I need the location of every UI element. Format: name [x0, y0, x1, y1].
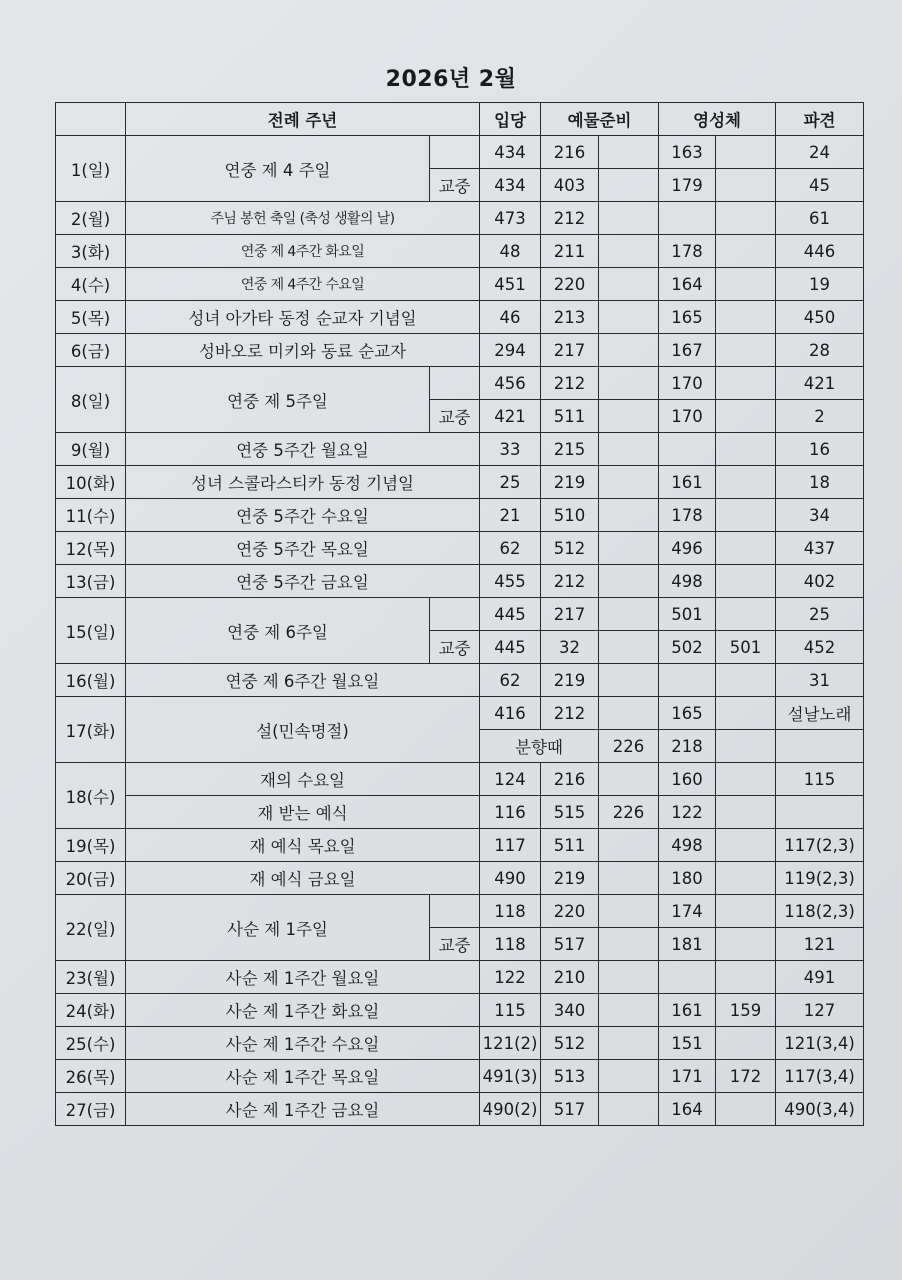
- offertory-cell-2: [599, 235, 659, 268]
- offertory-cell: 212: [541, 565, 599, 598]
- communion-cell: 502: [659, 631, 716, 664]
- header-date: [56, 103, 126, 136]
- communion-cell-2: 159: [716, 994, 776, 1027]
- dismissal-cell: 34: [776, 499, 864, 532]
- communion-cell-2: [716, 565, 776, 598]
- date-cell: 6(금): [56, 334, 126, 367]
- table-row: [56, 499, 864, 532]
- offertory-cell-2: [599, 994, 659, 1027]
- communion-cell-2: [716, 697, 776, 730]
- date-cell: 10(화): [56, 466, 126, 499]
- offertory-cell: 510: [541, 499, 599, 532]
- tag-cell: 교중: [430, 169, 480, 202]
- entrance-cell: 48: [480, 235, 541, 268]
- offertory-cell: 212: [541, 697, 599, 730]
- feast-cell: 사순 제 1주일: [126, 895, 430, 961]
- table-row: [56, 763, 864, 796]
- dismissal-cell: 491: [776, 961, 864, 994]
- communion-cell: 165: [659, 301, 716, 334]
- feast-cell: 연중 5주간 금요일: [126, 565, 480, 598]
- offertory-cell: 220: [541, 895, 599, 928]
- dismissal-cell: 117(3,4): [776, 1060, 864, 1093]
- entrance-cell: 490: [480, 862, 541, 895]
- offertory-cell: 220: [541, 268, 599, 301]
- feast-cell: 성녀 스콜라스티카 동정 기념일: [126, 466, 480, 499]
- table-row: [56, 136, 864, 169]
- table-row: [56, 466, 864, 499]
- offertory-cell-2: [599, 565, 659, 598]
- communion-cell-2: [716, 862, 776, 895]
- communion-cell-2: [716, 169, 776, 202]
- communion-cell-2: [716, 136, 776, 169]
- offertory-cell-2: [599, 598, 659, 631]
- tag-cell: [430, 136, 480, 169]
- entrance-cell: 455: [480, 565, 541, 598]
- offertory-cell: 513: [541, 1060, 599, 1093]
- date-cell: 16(월): [56, 664, 126, 697]
- entrance-cell: 118: [480, 895, 541, 928]
- date-cell: 26(목): [56, 1060, 126, 1093]
- table-row: [56, 433, 864, 466]
- dismissal-cell: [776, 796, 864, 829]
- dismissal-cell: 121(3,4): [776, 1027, 864, 1060]
- entrance-cell: 416: [480, 697, 541, 730]
- feast-cell: 재 받는 예식: [126, 796, 480, 829]
- tag-cell: 교중: [430, 631, 480, 664]
- offertory-cell-2: [599, 466, 659, 499]
- communion-cell: [659, 664, 716, 697]
- communion-cell: 180: [659, 862, 716, 895]
- feast-cell: 연중 제 6주간 월요일: [126, 664, 480, 697]
- entrance-cell: 117: [480, 829, 541, 862]
- date-cell: 1(일): [56, 136, 126, 202]
- feast-cell: 연중 5주간 목요일: [126, 532, 480, 565]
- table-row: [56, 994, 864, 1027]
- entrance-cell: 116: [480, 796, 541, 829]
- feast-cell: 연중 제 5주일: [126, 367, 430, 433]
- header-communion: 영성체: [659, 103, 776, 136]
- offertory-cell: 216: [541, 763, 599, 796]
- feast-cell: 주님 봉헌 축일 (축성 생활의 날): [126, 202, 480, 235]
- communion-cell: 178: [659, 499, 716, 532]
- offertory-cell-2: [599, 895, 659, 928]
- communion-cell-2: [716, 268, 776, 301]
- feast-cell: 사순 제 1주간 화요일: [126, 994, 480, 1027]
- communion-cell-2: [716, 895, 776, 928]
- dismissal-cell: 115: [776, 763, 864, 796]
- table-row: [56, 598, 864, 631]
- dismissal-cell: 118(2,3): [776, 895, 864, 928]
- communion-cell: 170: [659, 400, 716, 433]
- communion-cell-2: [716, 829, 776, 862]
- offertory-cell: 219: [541, 862, 599, 895]
- communion-cell-2: [716, 928, 776, 961]
- entrance-cell: 121(2): [480, 1027, 541, 1060]
- offertory-cell-2: [599, 169, 659, 202]
- communion-cell-2: [716, 499, 776, 532]
- entrance-cell: 434: [480, 136, 541, 169]
- entrance-cell: 490(2): [480, 1093, 541, 1126]
- feast-cell: 재의 수요일: [126, 763, 480, 796]
- communion-cell: 163: [659, 136, 716, 169]
- table-row: [56, 301, 864, 334]
- music-schedule-table: [55, 102, 864, 1126]
- offertory-cell-2: [599, 1060, 659, 1093]
- entrance-cell: 456: [480, 367, 541, 400]
- entrance-cell: 491(3): [480, 1060, 541, 1093]
- offertory-cell: 213: [541, 301, 599, 334]
- feast-cell: 연중 제 6주일: [126, 598, 430, 664]
- table-row: [56, 268, 864, 301]
- offertory-cell: 403: [541, 169, 599, 202]
- communion-cell-2: [716, 961, 776, 994]
- communion-cell: 167: [659, 334, 716, 367]
- offertory-cell-2: [599, 202, 659, 235]
- offertory-cell: 219: [541, 664, 599, 697]
- offertory-cell: 32: [541, 631, 599, 664]
- header-row: [56, 103, 864, 136]
- offertory-cell-2: [599, 961, 659, 994]
- dismissal-cell: 19: [776, 268, 864, 301]
- dismissal-cell: 28: [776, 334, 864, 367]
- dismissal-cell: 450: [776, 301, 864, 334]
- dismissal-cell: 25: [776, 598, 864, 631]
- communion-cell: 179: [659, 169, 716, 202]
- feast-cell: 연중 제 4 주일: [126, 136, 430, 202]
- communion-cell-2: [716, 598, 776, 631]
- entrance-cell: 473: [480, 202, 541, 235]
- communion-cell-2: [716, 334, 776, 367]
- entrance-cell: 62: [480, 532, 541, 565]
- entrance-cell: 21: [480, 499, 541, 532]
- date-cell: 15(일): [56, 598, 126, 664]
- entrance-cell: 33: [480, 433, 541, 466]
- communion-cell: 170: [659, 367, 716, 400]
- dismissal-cell: 31: [776, 664, 864, 697]
- dismissal-cell: 421: [776, 367, 864, 400]
- offertory-cell-2: [599, 631, 659, 664]
- offertory-cell-2: [599, 1027, 659, 1060]
- offertory-cell-2: [599, 928, 659, 961]
- offertory-cell-2: [599, 334, 659, 367]
- offertory-cell-2: [599, 268, 659, 301]
- header-dismissal: 파견: [776, 103, 864, 136]
- communion-cell-2: [716, 796, 776, 829]
- entrance-cell: 118: [480, 928, 541, 961]
- feast-cell: 성녀 아가타 동정 순교자 기념일: [126, 301, 480, 334]
- communion-cell: 164: [659, 1093, 716, 1126]
- communion-cell: 498: [659, 829, 716, 862]
- communion-cell-2: [716, 466, 776, 499]
- communion-cell: 178: [659, 235, 716, 268]
- offertory-cell: 511: [541, 829, 599, 862]
- communion-cell: 160: [659, 763, 716, 796]
- entrance-cell: 115: [480, 994, 541, 1027]
- table-row: [56, 1060, 864, 1093]
- dismissal-cell: 490(3,4): [776, 1093, 864, 1126]
- table-row: [56, 1093, 864, 1126]
- date-cell: 22(일): [56, 895, 126, 961]
- feast-cell: 연중 5주간 수요일: [126, 499, 480, 532]
- date-cell: 5(목): [56, 301, 126, 334]
- dismissal-cell: 446: [776, 235, 864, 268]
- dismissal-cell: 설날노래: [776, 697, 864, 730]
- communion-cell: 498: [659, 565, 716, 598]
- feast-cell: 사순 제 1주간 수요일: [126, 1027, 480, 1060]
- table-row: [56, 862, 864, 895]
- table-row: [56, 829, 864, 862]
- date-cell: 17(화): [56, 697, 126, 763]
- dismissal-cell: 127: [776, 994, 864, 1027]
- feast-cell: 사순 제 1주간 월요일: [126, 961, 480, 994]
- table-row: [56, 697, 864, 730]
- tag-cell: [430, 598, 480, 631]
- communion-cell-2: [716, 532, 776, 565]
- date-cell: 8(일): [56, 367, 126, 433]
- table-row: [56, 367, 864, 400]
- dismissal-cell: 18: [776, 466, 864, 499]
- offertory-cell: 512: [541, 1027, 599, 1060]
- tag-cell: 교중: [430, 928, 480, 961]
- offertory-cell: 211: [541, 235, 599, 268]
- communion-cell: 218: [659, 730, 716, 763]
- offertory-cell-2: [599, 136, 659, 169]
- offertory-cell-2: [599, 433, 659, 466]
- dismissal-cell: 61: [776, 202, 864, 235]
- feast-cell: 연중 5주간 월요일: [126, 433, 480, 466]
- communion-cell-2: [716, 301, 776, 334]
- entrance-cell: 294: [480, 334, 541, 367]
- offertory-cell-2: [599, 301, 659, 334]
- offertory-cell: 216: [541, 136, 599, 169]
- table-row: [56, 334, 864, 367]
- offertory-cell: 215: [541, 433, 599, 466]
- communion-cell-2: [716, 400, 776, 433]
- offertory-cell: 517: [541, 1093, 599, 1126]
- offertory-cell-2: [599, 697, 659, 730]
- entrance-cell: 445: [480, 598, 541, 631]
- communion-cell: 161: [659, 466, 716, 499]
- communion-cell-2: 172: [716, 1060, 776, 1093]
- communion-cell-2: [716, 433, 776, 466]
- communion-cell: 171: [659, 1060, 716, 1093]
- feast-cell: 성바오로 미키와 동료 순교자: [126, 334, 480, 367]
- table-row: [56, 895, 864, 928]
- offertory-cell-2: [599, 1093, 659, 1126]
- offertory-cell: 511: [541, 400, 599, 433]
- offertory-cell: 515: [541, 796, 599, 829]
- feast-cell: 재 예식 목요일: [126, 829, 480, 862]
- dismissal-cell: 121: [776, 928, 864, 961]
- entrance-cell: 451: [480, 268, 541, 301]
- tag-cell: [430, 367, 480, 400]
- offertory-cell: 210: [541, 961, 599, 994]
- date-cell: 12(목): [56, 532, 126, 565]
- table-row: [56, 1027, 864, 1060]
- entrance-cell: 46: [480, 301, 541, 334]
- feast-cell: 설(민속명절): [126, 697, 480, 763]
- offertory-cell-2: 226: [599, 796, 659, 829]
- date-cell: 3(화): [56, 235, 126, 268]
- communion-cell: [659, 433, 716, 466]
- offertory-cell: 217: [541, 598, 599, 631]
- entrance-cell: 62: [480, 664, 541, 697]
- date-cell: 2(월): [56, 202, 126, 235]
- communion-cell: 151: [659, 1027, 716, 1060]
- offertory-cell-2: [599, 499, 659, 532]
- communion-cell: 501: [659, 598, 716, 631]
- dismissal-cell: [776, 730, 864, 763]
- offertory-cell: 512: [541, 532, 599, 565]
- table-row: [56, 202, 864, 235]
- dismissal-cell: 2: [776, 400, 864, 433]
- communion-cell: 181: [659, 928, 716, 961]
- date-cell: 20(금): [56, 862, 126, 895]
- communion-cell: 122: [659, 796, 716, 829]
- date-cell: 11(수): [56, 499, 126, 532]
- table-row: [56, 796, 864, 829]
- table-row: [56, 565, 864, 598]
- tag-cell: 교중: [430, 400, 480, 433]
- entrance-cell: 124: [480, 763, 541, 796]
- offertory-cell-2: [599, 532, 659, 565]
- dismissal-cell: 402: [776, 565, 864, 598]
- communion-cell-2: [716, 367, 776, 400]
- header-offertory: 예물준비: [541, 103, 659, 136]
- offertory-cell: 217: [541, 334, 599, 367]
- entrance-cell: 122: [480, 961, 541, 994]
- offertory-cell-2: 226: [599, 730, 659, 763]
- date-cell: 23(월): [56, 961, 126, 994]
- date-cell: 4(수): [56, 268, 126, 301]
- tag-cell: [430, 895, 480, 928]
- communion-cell-2: [716, 202, 776, 235]
- header-entrance: 입당: [480, 103, 541, 136]
- offertory-cell: 212: [541, 202, 599, 235]
- date-cell: 25(수): [56, 1027, 126, 1060]
- feast-cell: 사순 제 1주간 목요일: [126, 1060, 480, 1093]
- feast-cell: 연중 제 4주간 화요일: [126, 235, 480, 268]
- dismissal-cell: 119(2,3): [776, 862, 864, 895]
- date-cell: 18(수): [56, 763, 126, 829]
- page-title: 2026년 2월: [385, 67, 517, 92]
- communion-cell-2: [716, 664, 776, 697]
- feast-cell: 연중 제 4주간 수요일: [126, 268, 480, 301]
- dismissal-cell: 45: [776, 169, 864, 202]
- offertory-cell: 517: [541, 928, 599, 961]
- communion-cell-2: [716, 1093, 776, 1126]
- communion-cell-2: [716, 1027, 776, 1060]
- dismissal-cell: 24: [776, 136, 864, 169]
- offertory-cell-2: [599, 862, 659, 895]
- entrance-cell: 25: [480, 466, 541, 499]
- dismissal-cell: 117(2,3): [776, 829, 864, 862]
- dismissal-cell: 437: [776, 532, 864, 565]
- feast-cell: 사순 제 1주간 금요일: [126, 1093, 480, 1126]
- communion-cell-2: [716, 763, 776, 796]
- offertory-cell-2: [599, 763, 659, 796]
- table-row: [56, 664, 864, 697]
- communion-cell: 174: [659, 895, 716, 928]
- incense-cell: 분향때: [480, 730, 599, 763]
- date-cell: 27(금): [56, 1093, 126, 1126]
- offertory-cell: 219: [541, 466, 599, 499]
- offertory-cell-2: [599, 664, 659, 697]
- entrance-cell: 445: [480, 631, 541, 664]
- offertory-cell-2: [599, 367, 659, 400]
- table-row: [56, 961, 864, 994]
- communion-cell: 161: [659, 994, 716, 1027]
- offertory-cell-2: [599, 400, 659, 433]
- communion-cell: 164: [659, 268, 716, 301]
- communion-cell: [659, 202, 716, 235]
- date-cell: 13(금): [56, 565, 126, 598]
- date-cell: 19(목): [56, 829, 126, 862]
- communion-cell: 165: [659, 697, 716, 730]
- table-row: [56, 235, 864, 268]
- feast-cell: 재 예식 금요일: [126, 862, 480, 895]
- offertory-cell-2: [599, 829, 659, 862]
- dismissal-cell: 452: [776, 631, 864, 664]
- date-cell: 24(화): [56, 994, 126, 1027]
- dismissal-cell: 16: [776, 433, 864, 466]
- communion-cell-2: [716, 235, 776, 268]
- entrance-cell: 421: [480, 400, 541, 433]
- header-feast: 전례 주년: [126, 103, 480, 136]
- entrance-cell: 434: [480, 169, 541, 202]
- communion-cell-2: [716, 730, 776, 763]
- communion-cell-2: 501: [716, 631, 776, 664]
- communion-cell: 496: [659, 532, 716, 565]
- date-cell: 9(월): [56, 433, 126, 466]
- table-row: [56, 532, 864, 565]
- offertory-cell: 340: [541, 994, 599, 1027]
- offertory-cell: 212: [541, 367, 599, 400]
- communion-cell: [659, 961, 716, 994]
